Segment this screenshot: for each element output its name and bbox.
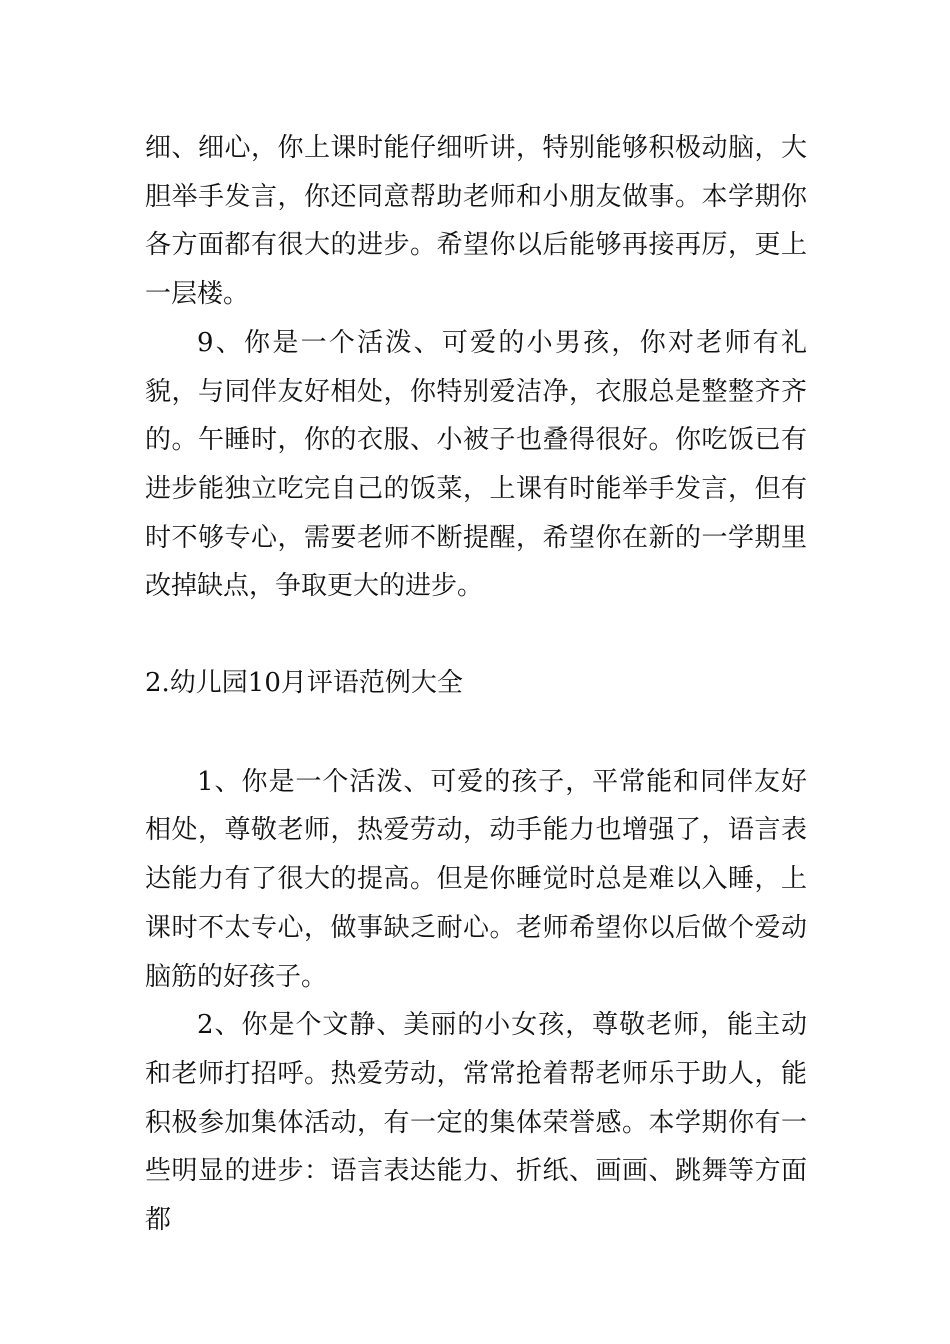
document-body <box>145 124 807 1245</box>
paragraph-comment-9: 9、你是一个活泼、可爱的小男孩，你对老师有礼貌，与同伴友好相处，你特别爱洁净，衣服总是整整齐齐的。午睡时，你的衣服、小被子也叠得很好。你吃饭已有进步能独立吃完自己的饭菜，上课有时能举手发言，但有时不够专心，需要老师不断提醒，希望你在新的一学期里改掉缺点，争取更大的进步。 <box>145 327 807 602</box>
paragraph-continued: 细、细心，你上课时能仔细听讲，特别能够积极动脑，大胆举手发言，你还同意帮助老师和小朋友做事。本学期你各方面都有很大的进步。希望你以后能够再接再厉，更上一层楼。 <box>145 133 807 310</box>
paragraph-comment-2: 2、你是个文静、美丽的小女孩，尊敬老师，能主动和老师打招呼。热爱劳动，常常抢着帮老师乐于助人，能积极参加集体活动，有一定的集体荣誉感。本学期你有一些明显的进步：语言表达能力、折纸、画画、跳舞等方面都 <box>145 1010 807 1236</box>
section-heading: 2.幼儿园10月评语范例大全 <box>145 668 463 699</box>
spacer <box>145 708 807 758</box>
spacer <box>145 611 807 659</box>
paragraph-comment-1: 1、你是一个活泼、可爱的孩子，平常能和同伴友好相处，尊敬老师，热爱劳动，动手能力也增强了，语言表达能力有了很大的提高。但是你睡觉时总是难以入睡，上课时不太专心，做事缺乏耐心。老师希望你以后做个爱动脑筋的好孩子。 <box>145 766 807 992</box>
